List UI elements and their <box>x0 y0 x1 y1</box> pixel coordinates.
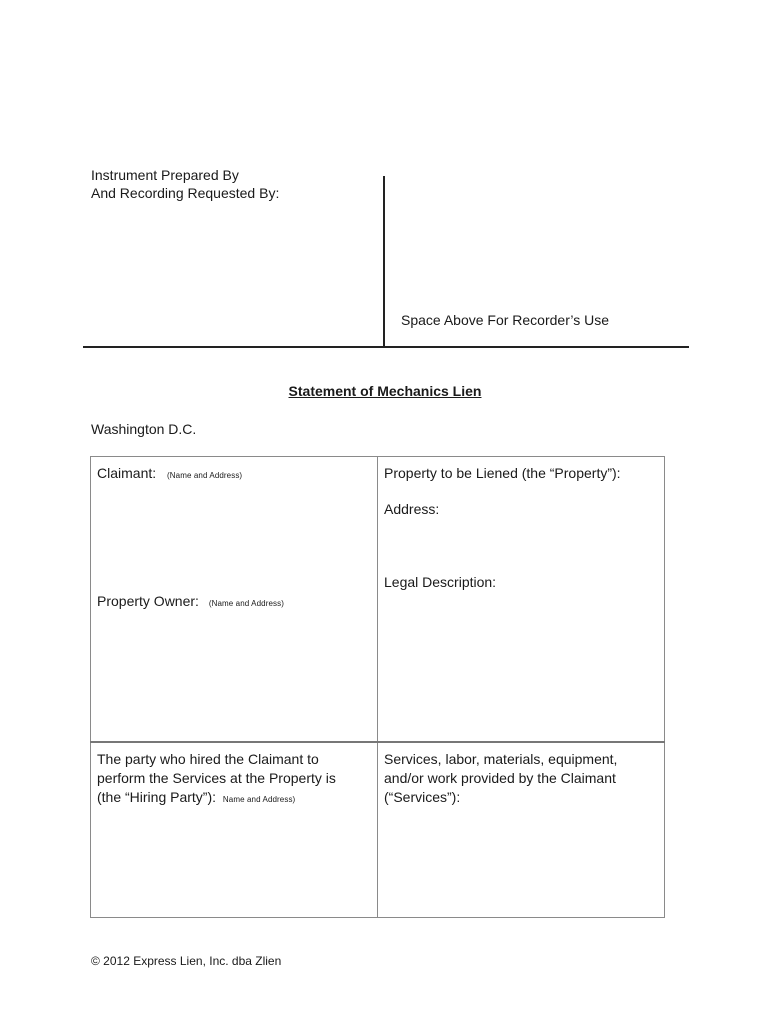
recording-area-rule <box>83 346 689 348</box>
recording-requested-by-label: And Recording Requested By: <box>91 185 280 201</box>
hiring-party-hint: Name and Address) <box>222 795 296 804</box>
services-line-2: and/or work provided by the Claimant <box>384 770 616 786</box>
legal-description-label: Legal Description: <box>384 574 497 590</box>
services-line-3: (“Services”): <box>384 789 461 805</box>
legal-description-field[interactable] <box>384 573 496 592</box>
property-owner-label: Property Owner: <box>97 593 199 609</box>
copyright-footer: © 2012 Express Lien, Inc. dba Zlien <box>91 954 282 968</box>
recorder-use-label: Space Above For Recorder’s Use <box>401 312 610 328</box>
property-address-label: Address: <box>384 501 440 517</box>
hiring-party-line-1: The party who hired the Claimant to <box>97 751 319 767</box>
property-owner-field[interactable] <box>97 592 284 613</box>
hiring-party-field[interactable] <box>97 750 336 809</box>
document-title: Statement of Mechanics Lien <box>288 383 482 399</box>
recording-area-divider <box>383 176 385 348</box>
property-address-field[interactable] <box>384 500 439 519</box>
services-line-1: Services, labor, materials, equipment, <box>384 751 618 767</box>
property-label: Property to be Liened (the “Property”): <box>384 465 621 481</box>
property-owner-hint: (Name and Address) <box>208 599 284 608</box>
hiring-party-line-3: (the “Hiring Party”): <box>97 789 217 805</box>
claimant-hint: (Name and Address) <box>167 471 243 480</box>
claimant-label: Claimant: <box>97 465 157 481</box>
hiring-party-line-2: perform the Services at the Property is <box>97 770 336 786</box>
prepared-by-label: Instrument Prepared By <box>91 167 239 183</box>
claimant-field[interactable] <box>97 464 242 485</box>
grid-row-divider <box>90 741 665 743</box>
services-field[interactable] <box>384 750 617 807</box>
grid-column-divider <box>377 456 378 918</box>
jurisdiction-label: Washington D.C. <box>91 421 197 437</box>
